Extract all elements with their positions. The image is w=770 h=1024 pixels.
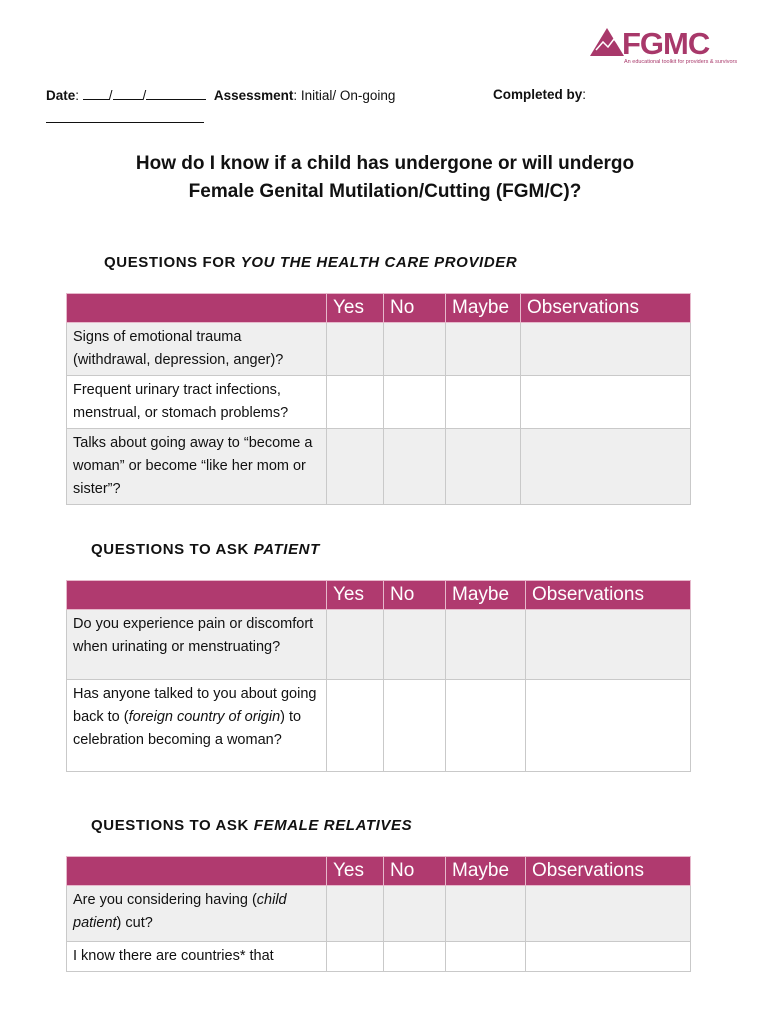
column-header-observations: Observations bbox=[521, 294, 691, 323]
table-header-row bbox=[67, 857, 691, 886]
column-header-yes: Yes bbox=[327, 294, 384, 323]
column-header-no: No bbox=[384, 294, 446, 323]
column-header-maybe: Maybe bbox=[446, 857, 526, 886]
observations-answer-cell[interactable] bbox=[526, 680, 691, 772]
section-prefix: QUESTIONS TO ASK bbox=[91, 817, 254, 834]
title-line-1: How do I know if a child has undergone or will undergo bbox=[135, 153, 635, 174]
logo-wordmark: FGMC bbox=[622, 26, 710, 61]
observations-answer-cell[interactable] bbox=[526, 610, 691, 680]
question-segment: Do you experience pain or discomfort when urinating or menstruating? bbox=[73, 616, 314, 655]
section-title-patient bbox=[91, 541, 320, 558]
column-header-no: No bbox=[384, 857, 446, 886]
maybe-answer-cell[interactable] bbox=[446, 323, 521, 376]
date-label: Date bbox=[46, 88, 76, 103]
yes-answer-cell[interactable] bbox=[327, 886, 384, 942]
observations-answer-cell[interactable] bbox=[521, 323, 691, 376]
completed-by-blank[interactable] bbox=[46, 110, 204, 123]
no-answer-cell[interactable] bbox=[384, 610, 446, 680]
question-segment: ) cut? bbox=[116, 915, 153, 931]
question-column-header bbox=[67, 294, 327, 323]
yes-answer-cell[interactable] bbox=[327, 942, 384, 972]
date-month-blank[interactable] bbox=[83, 87, 109, 100]
no-answer-cell[interactable] bbox=[384, 376, 446, 429]
date-day-blank[interactable] bbox=[113, 87, 143, 100]
logo-tagline: An educational toolkit for providers & survivors bbox=[624, 59, 738, 65]
table-row bbox=[67, 323, 691, 376]
assessment-label: Assessment bbox=[213, 88, 294, 103]
column-header-maybe: Maybe bbox=[446, 581, 526, 610]
yes-answer-cell[interactable] bbox=[327, 610, 384, 680]
title-line-2: Female Genital Mutilation/Cutting (FGM/C)? bbox=[188, 181, 582, 202]
section-emphasis: FEMALE RELATIVES bbox=[253, 817, 413, 834]
section-title-provider bbox=[104, 254, 517, 271]
completed-by-label: Completed by bbox=[493, 87, 583, 102]
table-row bbox=[67, 429, 691, 505]
yes-answer-cell[interactable] bbox=[327, 323, 384, 376]
no-answer-cell[interactable] bbox=[384, 429, 446, 505]
section-prefix: QUESTIONS TO ASK bbox=[91, 541, 254, 558]
no-answer-cell[interactable] bbox=[384, 942, 446, 972]
table-header-row bbox=[67, 294, 691, 323]
question-segment: Talks about going away to “become a woman” or become “like her mom or sister”? bbox=[73, 435, 313, 497]
question-text bbox=[67, 886, 327, 942]
date-assessment-line: Date: / / Assessment: Initial/ On-going bbox=[46, 88, 396, 103]
section-emphasis: YOU THE HEALTH CARE PROVIDER bbox=[240, 254, 518, 271]
maybe-answer-cell[interactable] bbox=[446, 429, 521, 505]
table-row bbox=[67, 680, 691, 772]
triangle-logo-icon bbox=[590, 28, 624, 58]
observations-answer-cell[interactable] bbox=[526, 886, 691, 942]
question-segment: I know there are countries* that bbox=[73, 948, 274, 964]
column-header-observations: Observations bbox=[526, 857, 691, 886]
maybe-answer-cell[interactable] bbox=[446, 680, 526, 772]
question-segment: Frequent urinary tract infections, menstrual, or stomach problems? bbox=[73, 382, 289, 421]
date-year-blank[interactable] bbox=[146, 87, 206, 100]
no-answer-cell[interactable] bbox=[384, 680, 446, 772]
maybe-answer-cell[interactable] bbox=[446, 886, 526, 942]
yes-answer-cell[interactable] bbox=[327, 680, 384, 772]
question-column-header bbox=[67, 581, 327, 610]
table-header-row bbox=[67, 581, 691, 610]
completed-by-line: Completed by: bbox=[493, 87, 587, 102]
fgmc-logo bbox=[590, 26, 740, 68]
section-prefix: QUESTIONS FOR bbox=[104, 254, 241, 271]
question-segment: Has anyone talked to you about going back to ( bbox=[73, 686, 317, 725]
table-row bbox=[67, 376, 691, 429]
section-emphasis: PATIENT bbox=[253, 541, 320, 558]
yes-answer-cell[interactable] bbox=[327, 429, 384, 505]
column-header-observations: Observations bbox=[526, 581, 691, 610]
column-header-yes: Yes bbox=[327, 581, 384, 610]
assessment-value: Initial/ On-going bbox=[300, 88, 396, 103]
yes-answer-cell[interactable] bbox=[327, 376, 384, 429]
question-text bbox=[67, 429, 327, 505]
page-title bbox=[0, 150, 770, 206]
maybe-answer-cell[interactable] bbox=[446, 376, 521, 429]
table-row bbox=[67, 942, 691, 972]
question-segment: Are you considering having ( bbox=[73, 892, 257, 908]
question-emphasis: child patient bbox=[73, 892, 287, 931]
column-header-yes: Yes bbox=[327, 857, 384, 886]
question-emphasis: foreign country of origin bbox=[128, 709, 281, 725]
table-row bbox=[67, 886, 691, 942]
no-answer-cell[interactable] bbox=[384, 323, 446, 376]
observations-answer-cell[interactable] bbox=[526, 942, 691, 972]
patient-questions-table bbox=[66, 580, 691, 772]
question-text bbox=[67, 323, 327, 376]
column-header-maybe: Maybe bbox=[446, 294, 521, 323]
maybe-answer-cell[interactable] bbox=[446, 942, 526, 972]
question-text bbox=[67, 610, 327, 680]
section-title-relatives bbox=[91, 817, 412, 834]
no-answer-cell[interactable] bbox=[384, 886, 446, 942]
question-text bbox=[67, 680, 327, 772]
question-text bbox=[67, 942, 327, 972]
observations-answer-cell[interactable] bbox=[521, 429, 691, 505]
table-row bbox=[67, 610, 691, 680]
maybe-answer-cell[interactable] bbox=[446, 610, 526, 680]
question-segment: ) to celebration becoming a woman? bbox=[73, 709, 302, 748]
question-column-header bbox=[67, 857, 327, 886]
question-text bbox=[67, 376, 327, 429]
provider-questions-table bbox=[66, 293, 691, 505]
column-header-no: No bbox=[384, 581, 446, 610]
question-segment: Signs of emotional trauma (withdrawal, depression, anger)? bbox=[73, 329, 284, 368]
relatives-questions-table bbox=[66, 856, 691, 972]
observations-answer-cell[interactable] bbox=[521, 376, 691, 429]
